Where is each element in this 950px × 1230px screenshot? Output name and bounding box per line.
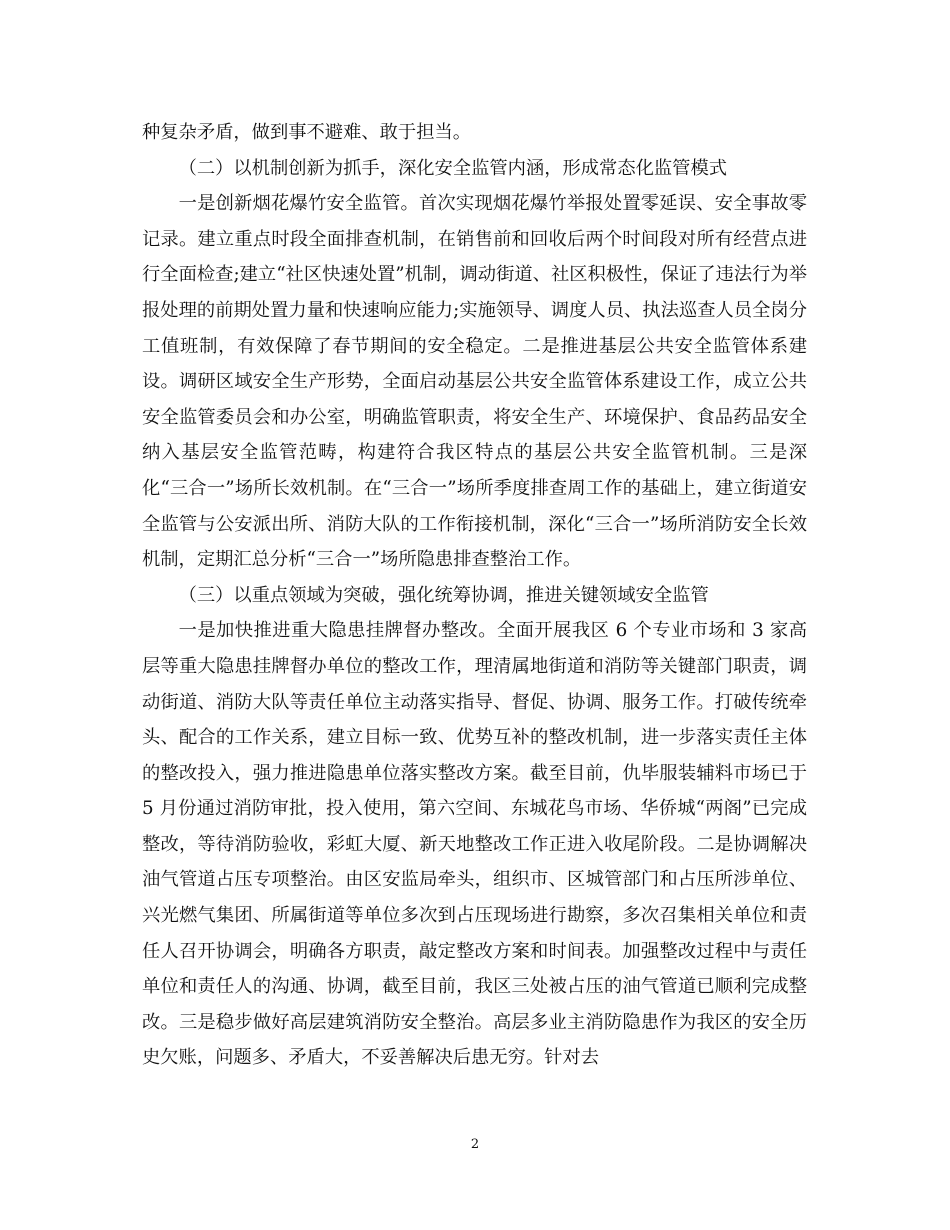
paragraph-continuation: 种复杂矛盾，做到事不避难、敢于担当。 [142,122,472,143]
page-number: 2 [470,1137,480,1152]
paragraph-key-areas: 一是加快推进重大隐患挂牌督办整改。全面开展我区 6 个专业市场和 3 家高层等重大隐患挂牌督办单位的整改工作，理清属地街道和消防等关键部门职责，调动街道、消防大队等责任单位主动落实指导、督促、协调、服务工作。打破传统牵头、配合的工作关系，建立目标一致、优势互补的整改机制，进一步落实责任主体的整改投入，强力推进隐患单位落实整改方案。截至目前，仇毕服装辅料市场已于 5 月份通过消防审批，投入使用，第六空间、东城花鸟市场、华侨城“两阁”已完成整改，等待消防验收，彩虹大厦、新天地整改工作正进入收尾阶段。二是协调解决油气管道占压专项整治。由区安监局牵头，组织市、区城管部门和占压所涉单位、兴光燃气集团、所属街道等单位多次到占压现场进行勘察，多次召集相关单位和责任人召开协调会，明确各方职责，敲定整改方案和时间表。加强整改过程中与责任单位和责任人的沟通、协调，截至目前，我区三处被占压的油气管道已顺利完成整改。三是稳步做好高层建筑消防安全整治。高层多业主消防隐患作为我区的安全历史欠账，问题多、矛盾大，不妥善解决后患无穷。针对去 [142,620,807,1069]
section-heading-3: （三）以重点领域为突破，强化统筹协调，推进关键领域安全监管 [178,584,709,606]
body-text [142,115,807,1076]
section-heading-2: （二）以机制创新为抓手，深化安全监管内涵，形成常态化监管模式 [178,157,728,179]
paragraph-mechanism-innovation: 一是创新烟花爆竹安全监管。首次实现烟花爆竹举报处置零延误、安全事故零记录。建立重点时段全面排查机制，在销售前和回收后两个时间段对所有经营点进行全面检查;建立“社区快速处置”机制，调动街道、社区积极性，保证了违法行为举报处理的前期处置力量和快速响应能力;实施领导、调度人员、执法巡查人员全岗分工值班制，有效保障了春节期间的安全稳定。二是推进基层公共安全监管体系建设。调研区域安全生产形势，全面启动基层公共安全监管体系建设工作，成立公共安全监管委员会和办公室，明确监管职责，将安全生产、环境保护、食品药品安全纳入基层安全监管范畴，构建符合我区特点的基层公共安全监管机制。三是深化“三合一”场所长效机制。在“三合一”场所季度排查周工作的基础上，建立街道安全监管与公安派出所、消防大队的工作衔接机制，深化“三合一”场所消防安全长效机制，定期汇总分析“三合一”场所隐患排查整治工作。 [142,193,807,571]
